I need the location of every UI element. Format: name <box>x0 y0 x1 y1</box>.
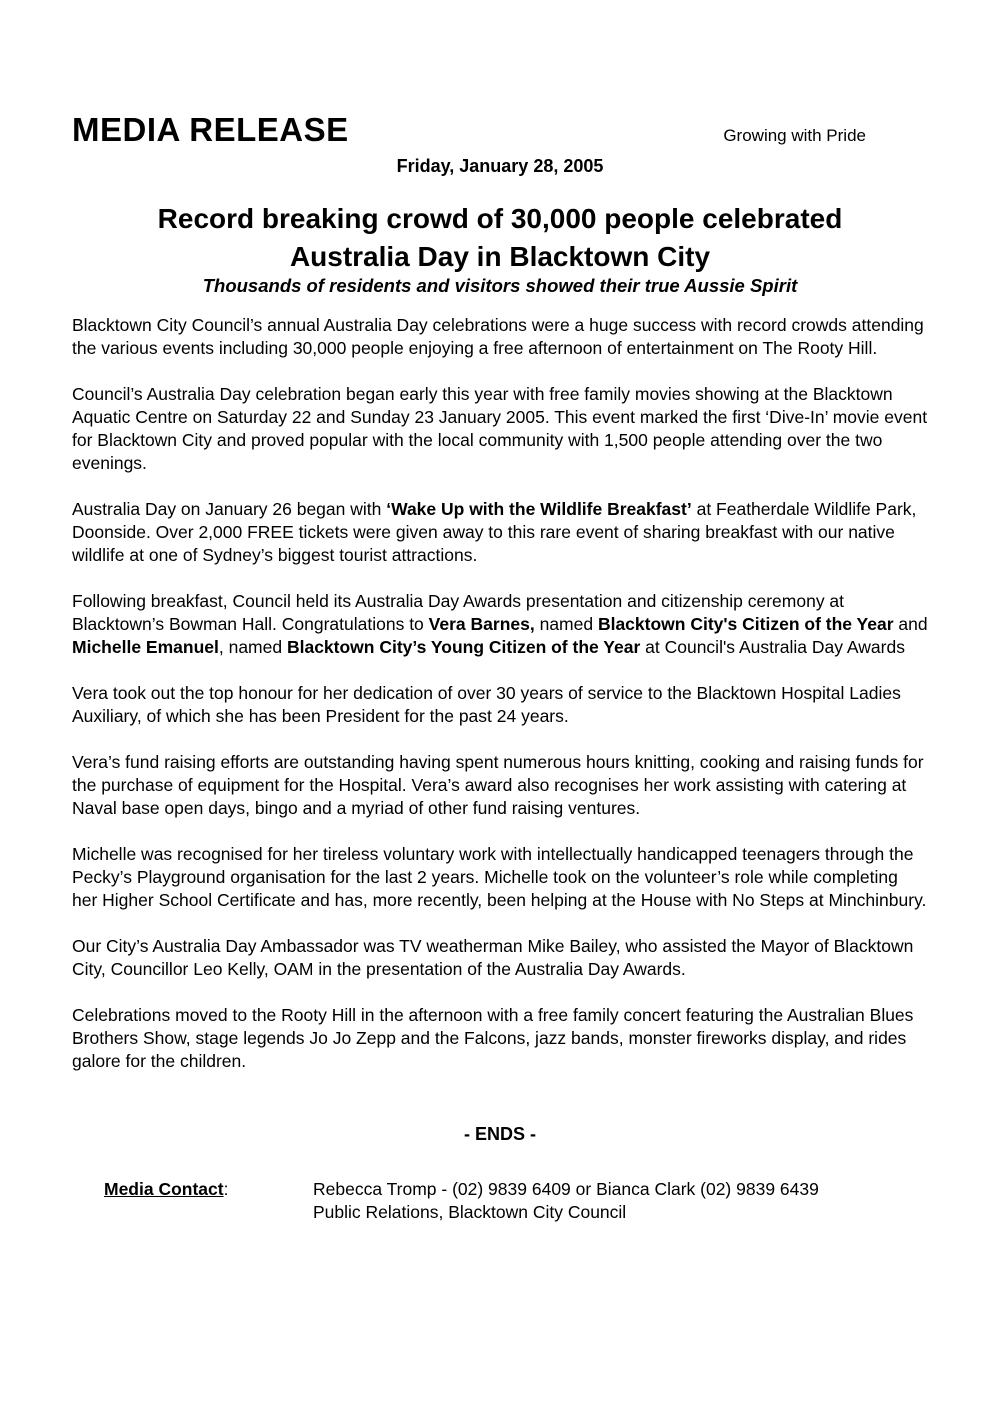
body-paragraph <box>72 314 928 360</box>
text-run: , named <box>218 637 287 657</box>
headline-line2: Australia Day in Blacktown City <box>289 241 711 272</box>
text-run: Vera took out the top honour for her dedication of over 30 years of service to the Blacktown Hospital Ladies Auxiliary, of which she has been President for the past 24 years. <box>72 683 901 726</box>
text-run: Following breakfast, Council held its Australia Day Awards presentation and citizenship ceremony at Blacktown’s Bowman Hall. Congratulations to <box>72 591 845 634</box>
text-run: Vera’s fund raising efforts are outstanding having spent numerous hours knitting, cooking and raising funds for the purchase of equipment for the Hospital. Vera’s award also recognises her work assisting with catering at Naval base open days, bingo and a myriad of other fund raising ventures. <box>72 752 924 818</box>
text-run: at Council's Australia Day Awards <box>640 637 905 657</box>
text-run: Celebrations moved to the Rooty Hill in the afternoon with a free family concert featuring the Australian Blues Brothers Show, stage legends Jo Jo Zepp and the Falcons, jazz bands, monster fireworks display, and rides galore for the children. <box>72 1005 914 1071</box>
body-paragraph <box>72 682 928 728</box>
body-paragraph <box>72 383 928 475</box>
headline-line1: Record breaking crowd of 30,000 people celebrated <box>157 203 843 234</box>
text-run: Our City’s Australia Day Ambassador was TV weatherman Mike Bailey, who assisted the Mayor of Blacktown City, Councillor Leo Kelly, OAM in the presentation of the Australia Day Awards. <box>72 936 914 979</box>
text-run: named <box>534 614 598 634</box>
body-paragraph <box>72 1004 928 1073</box>
media-contact-details <box>313 1178 819 1224</box>
media-contact-colon: : <box>223 1179 229 1199</box>
media-contact-label <box>104 1178 313 1224</box>
media-contact-label-text: Media Contact <box>104 1179 224 1199</box>
contact-line1: Rebecca Tromp - (02) 9839 6409 or Bianca Clark (02) 9839 6439 <box>313 1179 819 1199</box>
body-paragraph <box>72 751 928 820</box>
bold-text-run: Blacktown City's Citizen of the Year <box>597 614 894 634</box>
contact-line2: Public Relations, Blacktown City Council <box>313 1202 627 1222</box>
text-run: Australia Day on January 26 began with <box>72 499 387 519</box>
headline <box>72 200 928 276</box>
text-run: at Featherdale Wildlife Park, Doonside. Over 2,000 FREE tickets were given away to this rare event of sharing breakfast with our native wildlife at one of Sydney’s biggest tourist attractions. <box>72 499 917 565</box>
council-slogan: Growing with Pride <box>723 126 866 145</box>
bold-text-run: ‘Wake Up with the Wildlife Breakfast’ <box>386 499 692 519</box>
text-run: Council’s Australia Day celebration began early this year with free family movies showing at the Blacktown Aquatic Centre on Saturday 22 and Sunday 23 January 2005. This event marked the first ‘Dive-In’ movie event for Blacktown City and proved popular with the local community with 1,500 people attending over the two evenings. <box>72 384 928 473</box>
subheadline: Thousands of residents and visitors showed their true Aussie Spirit <box>202 275 798 296</box>
release-date: Friday, January 28, 2005 <box>396 156 604 176</box>
text-run: Michelle was recognised for her tireless voluntary work with intellectually handicapped teenagers through the Pecky’s Playground organisation for the last 2 years. Michelle took on the volunteer’s role while completing her Higher School Certificate and has, more recently, been helping at the House with No Steps at Minchinbury. <box>72 844 927 910</box>
body-text <box>72 314 928 1073</box>
body-paragraph <box>72 590 928 659</box>
bold-text-run: Michelle Emanuel <box>72 637 219 657</box>
document-title: MEDIA RELEASE <box>72 111 349 148</box>
document-header <box>72 112 928 148</box>
bold-text-run: Vera Barnes, <box>428 614 535 634</box>
body-paragraph <box>72 935 928 981</box>
text-run: Blacktown City Council’s annual Australia Day celebrations were a huge success with record crowds attending the various events including 30,000 people enjoying a free afternoon of entertainment on The Rooty Hill. <box>72 315 924 358</box>
ends-marker: - ENDS - <box>464 1124 536 1144</box>
media-contact <box>72 1178 928 1224</box>
bold-text-run: Blacktown City’s Young Citizen of the Year <box>286 637 641 657</box>
body-paragraph <box>72 843 928 912</box>
text-run: and <box>893 614 928 634</box>
body-paragraph <box>72 498 928 567</box>
